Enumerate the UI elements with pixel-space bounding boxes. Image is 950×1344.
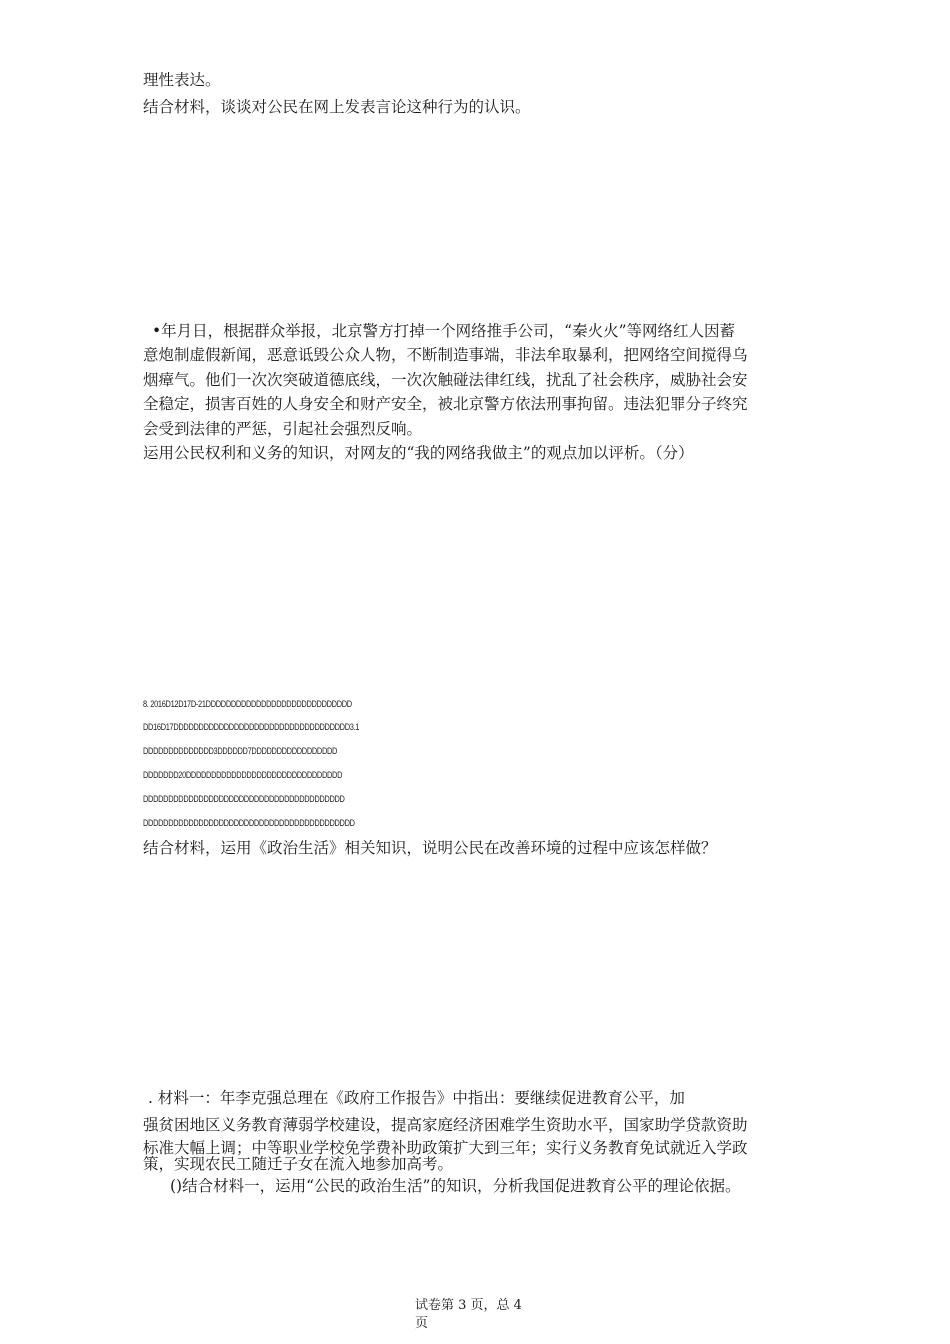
- page-footer-number: 试卷第 3 页，总 4: [415, 1298, 522, 1313]
- q7-material-line: •年月日，根据群众举报，北京警方打掉一个网络推手公司，“秦火火”等网络红人因蓄: [152, 322, 735, 340]
- q7-material-line: 会受到法律的严惩，引起社会强烈反响。: [143, 420, 423, 438]
- q8-garbled-line: 8. 2016D12D17D-21DDDDDDDDDDDDDDDDDDDDDDDDDDDDD: [143, 699, 352, 710]
- q8-garbled-line: DD16D17DDDDDDDDDDDDDDDDDDDDDDDDDDDDDDDDDDD3.1: [143, 722, 360, 733]
- q8-garbled-line: DDDDDDDDDDDDDD3DDDDDD7DDDDDDDDDDDDDDDDD: [143, 746, 338, 757]
- q6-question: 结合材料，谈谈对公民在网上发表言论这种行为的认识。: [143, 98, 531, 116]
- q9-material-line: 标准大幅上调；中等职业学校免学费补助政策扩大到三年；实行义务教育免试就近入学政: [143, 1139, 748, 1157]
- q9-material-line: 策，实现农民工随迁子女在流入地参加高考。: [143, 1155, 454, 1173]
- q9-question: ()结合材料一，运用“公民的政治生活”的知识，分析我国促进教育公平的理论依据。: [170, 1177, 741, 1195]
- q7-material-line: 烟瘴气。他们一次次突破道德底线，一次次触碰法律红线，扰乱了社会秩序，威胁社会安: [143, 371, 748, 389]
- q8-question: 结合材料，运用《政治生活》相关知识，说明公民在改善环境的过程中应该怎样做？: [143, 839, 717, 857]
- q8-garbled-line: DDDDDDD20DDDDDDDDDDDDDDDDDDDDDDDDDDDDDDD: [143, 770, 343, 781]
- q7-material-line: 全稳定，损害百姓的人身安全和财产安全，被北京警方依法刑事拘留。违法犯罪分子终究: [143, 395, 748, 413]
- page-footer-suffix: 页: [415, 1316, 429, 1331]
- q7-material-line: 意炮制虚假新闻，恶意诋毁公众人物，不断制造事端，非法牟取暴利，把网络空间搅得乌: [143, 346, 748, 364]
- q8-garbled-line: DDDDDDDDDDDDDDDDDDDDDDDDDDDDDDDDDDDDDDDDDD: [143, 818, 355, 829]
- q7-question: 运用公民权利和义务的知识，对网友的“我的网络我做主”的观点加以评析。（分）: [143, 444, 694, 462]
- q6-material-tail: 理性表达。: [143, 71, 221, 89]
- q9-material-line: . 材料一：年李克强总理在《政府工作报告》中指出：要继续促进教育公平，加: [148, 1089, 685, 1107]
- q8-garbled-line: DDDDDDDDDDDDDDDDDDDDDDDDDDDDDDDDDDDDDDDD: [143, 794, 345, 805]
- q9-material-line: 强贫困地区义务教育薄弱学校建设，提高家庭经济困难学生资助水平，国家助学贷款资助: [143, 1116, 748, 1134]
